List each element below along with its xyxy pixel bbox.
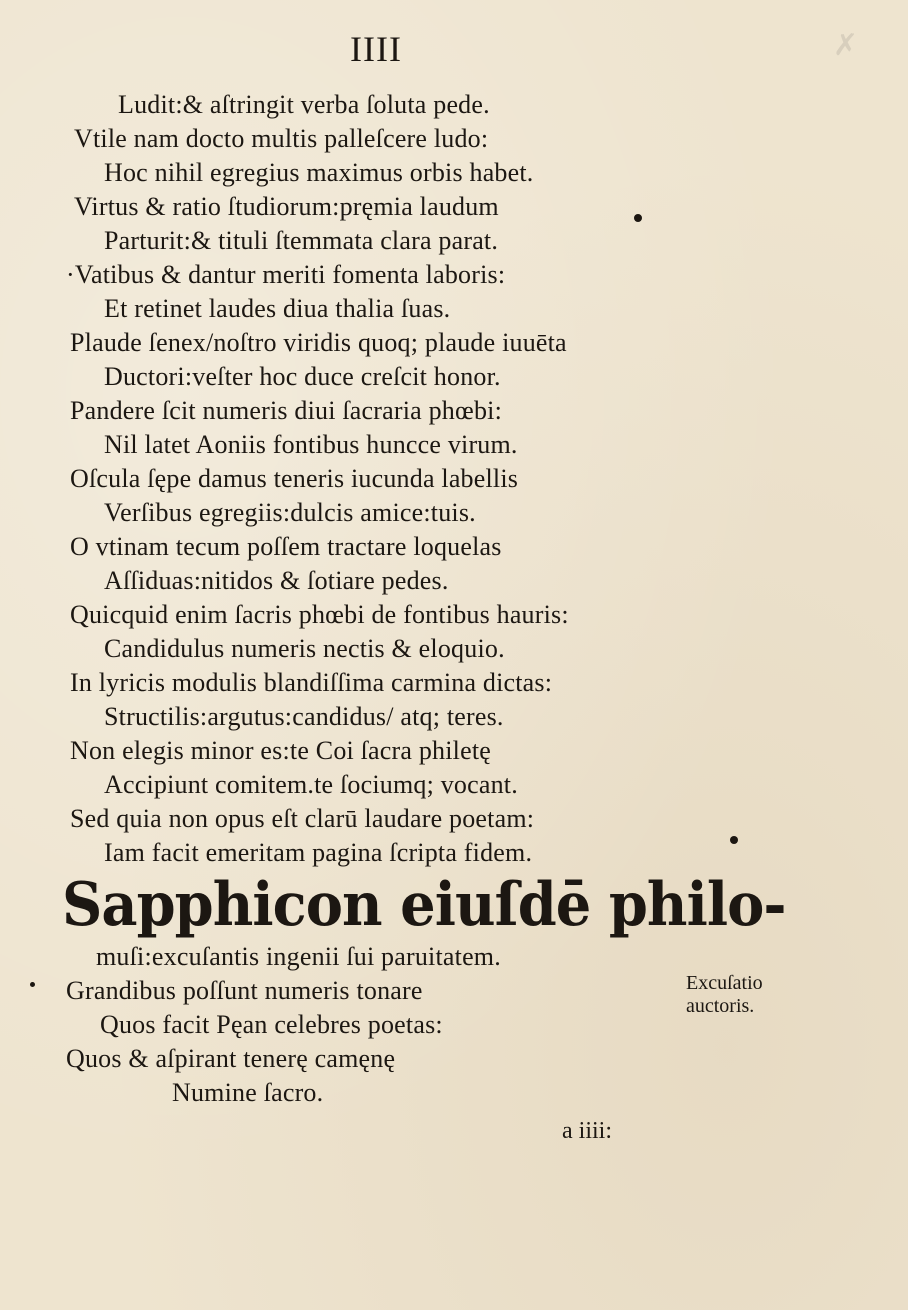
verse-line: Vtile nam docto multis palleſcere ludo: <box>74 124 489 153</box>
verse-line: Grandibus poſſunt numeris tonare <box>66 976 423 1005</box>
verse-line: Verſibus egregiis:dulcis amice:tuis. <box>104 498 476 527</box>
verse-line: Quos & aſpirant tenerę camęnę <box>66 1044 396 1073</box>
verse-line: Candidulus numeris nectis & eloquio. <box>104 634 505 663</box>
margin-note <box>686 972 763 1018</box>
verse-line: Et retinet laudes diua thalia ſuas. <box>104 294 451 323</box>
verse-line: muſi:excuſantis ingenii ſui paruitatem. <box>96 942 501 971</box>
folio-number: IIII <box>350 29 402 69</box>
verse-line: O vtinam tecum poſſem tractare loquelas <box>70 532 502 561</box>
verse-line: Structilis:argutus:candidus/ atq; teres. <box>104 702 504 731</box>
ink-spot <box>30 982 35 987</box>
verse-line: Numine ſacro. <box>172 1078 324 1107</box>
margin-note-line: Excuſatio <box>686 972 763 994</box>
verse-line: Non elegis minor es:te Coi ſacra philetę <box>70 736 491 765</box>
margin-note-line: auctoris. <box>686 995 755 1017</box>
ink-spot <box>634 214 642 222</box>
corner-mark: ✗ <box>832 29 858 62</box>
ink-spot <box>730 836 738 844</box>
verse-line: Nil latet Aoniis fontibus huncce virum. <box>104 430 518 459</box>
verse-line: Parturit:& tituli ſtemmata clara parat. <box>104 226 499 255</box>
verse-line: Oſcula ſępe damus teneris iucunda labellis <box>70 464 519 493</box>
verse-line: Ductori:veſter hoc duce creſcit honor. <box>104 362 501 391</box>
verse-line: Iam facit emeritam pagina ſcripta fidem. <box>104 838 533 867</box>
verse-line: Pandere ſcit numeris diui ſacraria phœbi: <box>70 396 503 425</box>
verse-line: Accipiunt comitem.te ſociumq; vocant. <box>104 770 518 799</box>
verse-line: In lyricis modulis blandiſſima carmina dictas: <box>70 668 553 697</box>
verse-line: Quicquid enim ſacris phœbi de fontibus hauris: <box>70 600 569 629</box>
verse-line: Hoc nihil egregius maximus orbis habet. <box>104 158 534 187</box>
verse-line: ·Vatibus & dantur meriti fomenta laboris: <box>66 260 506 289</box>
verse-line: Aſſiduas:nitidos & ſotiare pedes. <box>104 566 449 595</box>
signature-mark: a iiii: <box>562 1118 612 1144</box>
verse-line: Sed quia non opus eſt clarū laudare poetam: <box>70 804 535 833</box>
verse-line: Plaude ſenex/noſtro viridis quoq; plaude iuuēta <box>70 328 567 357</box>
section-heading: Sapphicon eiuſdē philo- <box>62 870 786 940</box>
verse-line: Ludit:& aſtringit verba ſoluta pede. <box>118 90 490 119</box>
verse-line: Quos facit Pęan celebres poetas: <box>100 1010 443 1039</box>
verse-line: Virtus & ratio ſtudiorum:pręmia laudum <box>74 192 499 221</box>
